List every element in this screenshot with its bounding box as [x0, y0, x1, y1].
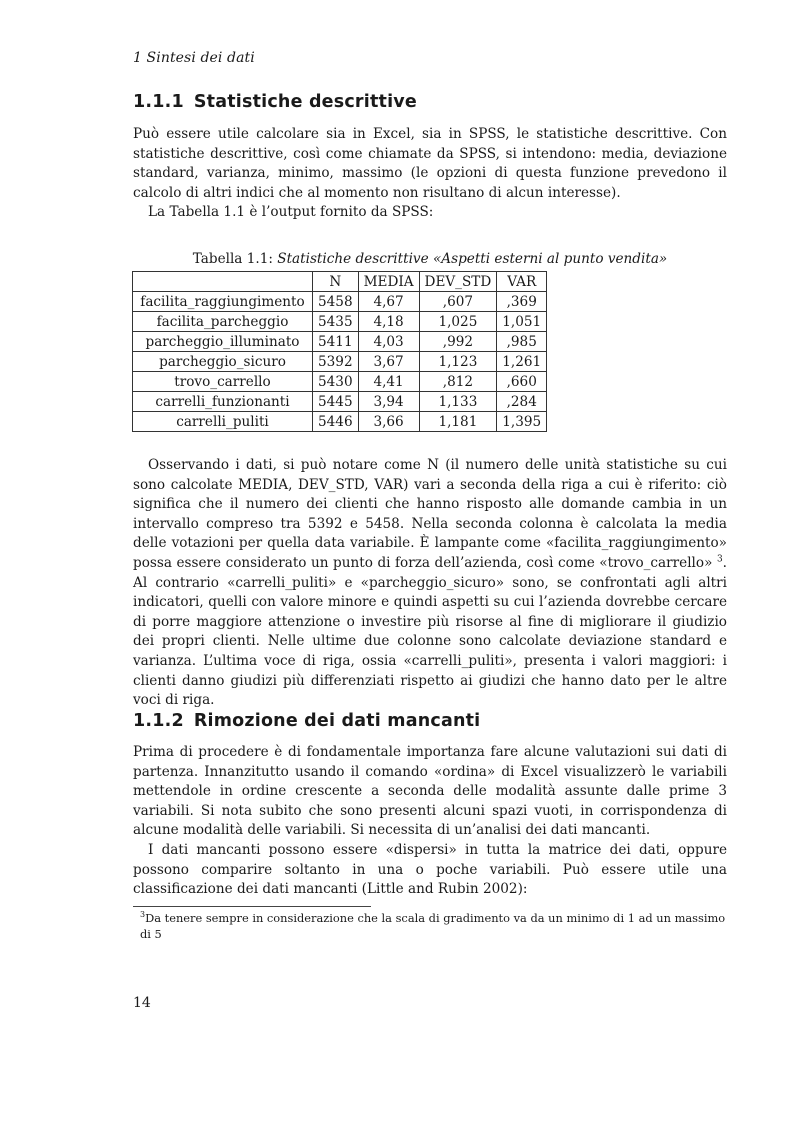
- paragraph-intro: Può essere utile calcolare sia in Excel, sia in SPSS, le statistiche descrittive. Con statistiche descrittive, così come chiamate da SPSS, si intendono: media, deviazione standard, varianza, minimo, massimo (le opzioni di questa funzione prevedono il calcolo di altri indici che al momento non risultano di alcun interesse).: [133, 126, 727, 201]
- analysis-text-b: . Al contrario «carrelli_puliti» e «parcheggio_sicuro» sono, se confrontati agli altri indicatori, quelli con valore minore e quindi aspetti su cui l’azienda dovrebbe cercare di porre maggiore attenzione o investire più risorse al fine di migliorare il giudizio dei propri clienti. Nelle ultime due colonne sono calcolate deviazione standard e varianza. L’ultima voce di riga, ossia «carrelli_puliti», presenta i valori maggiori: i clienti danno giudizi più differenziati rispetto ai giudizi che hanno dato per le altre voci di riga.: [133, 554, 727, 709]
- table-header-row: [133, 272, 547, 292]
- cell-var: ,369: [497, 292, 547, 312]
- table-row: [133, 332, 547, 352]
- footnote-reference[interactable]: 3: [716, 554, 723, 565]
- cell-n: 5411: [313, 332, 359, 352]
- header-cell-var: VAR: [497, 272, 547, 292]
- cell-dev-std: ,607: [419, 292, 497, 312]
- cell-n: 5446: [313, 412, 359, 432]
- table-row: [133, 312, 547, 332]
- cell-var: ,284: [497, 392, 547, 412]
- cell-dev-std: 1,133: [419, 392, 497, 412]
- footnote-text: Da tenere sempre in considerazione che la scala di gradimento va da un minimo di 1 ad un massimo di 5: [140, 911, 726, 941]
- cell-n: 5445: [313, 392, 359, 412]
- cell-n: 5458: [313, 292, 359, 312]
- paragraph-missing-intro: Prima di procedere è di fondamentale importanza fare alcune valutazioni sui dati di partenza. Innanzitutto usando il comando «ordina» di Excel visualizzerò le variabili mettendole in ordine crescente a seconda delle modalità assunte dalle prime 3 variabili. Si nota subito che sono presenti alcuni spazi vuoti, in corrispondenza di alcune modalità delle variabili. Si necessita di un’analisi dei dati mancanti.: [133, 744, 727, 839]
- cell-media: 4,03: [358, 332, 419, 352]
- table-row: [133, 292, 547, 312]
- cell-n: 5392: [313, 352, 359, 372]
- cell-var: 1,051: [497, 312, 547, 332]
- page-number: 14: [133, 995, 151, 1011]
- header-cell-dev-std: DEV_STD: [419, 272, 497, 292]
- descriptive-stats-table: [132, 271, 547, 432]
- row-label: facilita_raggiungimento: [133, 292, 313, 312]
- analysis-text-a: Osservando i dati, si può notare come N (il numero delle unità statistiche su cui sono calcolate MEDIA, DEV_STD, VAR) vari a seconda della riga a cui è riferito: ciò significa che il numero dei clienti che hanno risposto alle domande cambia in un intervallo compreso tra 5392 e 5458. Nella seconda colonna è calcolata la media delle votazioni per quella data variabile. È lampante come «facilita_raggiungimento» possa essere considerato un punto di forza dell’azienda, così come «trovo_carrello»: [133, 457, 727, 571]
- cell-media: 4,41: [358, 372, 419, 392]
- footnote-mark: 3: [140, 910, 146, 920]
- section-title: Rimozione dei dati mancanti: [193, 711, 481, 731]
- paragraph-table-ref: La Tabella 1.1 è l’output fornito da SPSS:: [148, 204, 434, 220]
- cell-media: 3,66: [358, 412, 419, 432]
- cell-var: ,660: [497, 372, 547, 392]
- table-row: [133, 392, 547, 412]
- cell-media: 3,67: [358, 352, 419, 372]
- row-label: facilita_parcheggio: [133, 312, 313, 332]
- section-heading-dati-mancanti: [133, 711, 480, 731]
- table-caption: [133, 251, 727, 267]
- cell-media: 4,18: [358, 312, 419, 332]
- cell-dev-std: 1,181: [419, 412, 497, 432]
- cell-dev-std: 1,025: [419, 312, 497, 332]
- caption-title: Statistiche descrittive «Aspetti esterni al punto vendita»: [277, 251, 668, 267]
- table-row: [133, 352, 547, 372]
- cell-n: 5435: [313, 312, 359, 332]
- table-row: [133, 372, 547, 392]
- cell-dev-std: ,992: [419, 332, 497, 352]
- cell-var: 1,395: [497, 412, 547, 432]
- footnote-separator: [133, 906, 371, 907]
- section-heading-statistiche: [133, 92, 417, 112]
- cell-dev-std: 1,123: [419, 352, 497, 372]
- cell-n: 5430: [313, 372, 359, 392]
- row-label: carrelli_funzionanti: [133, 392, 313, 412]
- row-label: parcheggio_illuminato: [133, 332, 313, 352]
- cell-var: ,985: [497, 332, 547, 352]
- cell-media: 3,94: [358, 392, 419, 412]
- cell-dev-std: ,812: [419, 372, 497, 392]
- row-label: parcheggio_sicuro: [133, 352, 313, 372]
- header-cell-empty: [133, 272, 313, 292]
- footnote: [140, 910, 730, 942]
- header-cell-n: N: [313, 272, 359, 292]
- cell-media: 4,67: [358, 292, 419, 312]
- paragraph-analysis: [133, 456, 727, 711]
- section-number: 1.1.1: [133, 92, 184, 112]
- paragraph-missing-classification: I dati mancanti possono essere «dispersi» in tutta la matrice dei dati, oppure possono comparire soltanto in una o poche variabili. Può essere utile una classificazione dei dati mancanti (Little and Rubin 2002):: [133, 842, 727, 898]
- running-header: 1 Sintesi dei dati: [133, 50, 255, 66]
- header-cell-media: MEDIA: [358, 272, 419, 292]
- cell-var: 1,261: [497, 352, 547, 372]
- row-label: trovo_carrello: [133, 372, 313, 392]
- section-number: 1.1.2: [133, 711, 184, 731]
- row-label: carrelli_puliti: [133, 412, 313, 432]
- section-title: Statistiche descrittive: [193, 92, 417, 112]
- caption-label: Tabella 1.1:: [192, 251, 273, 267]
- table-row: [133, 412, 547, 432]
